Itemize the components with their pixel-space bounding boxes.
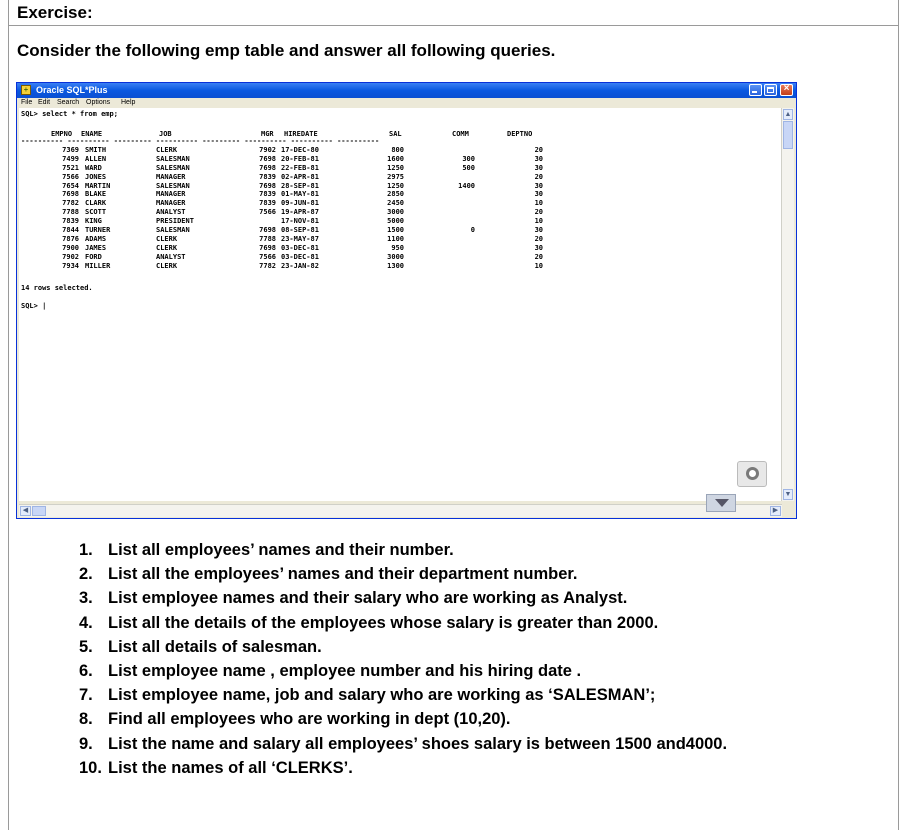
cell-job: SALESMAN [156, 154, 190, 163]
column-hiredate [281, 146, 319, 270]
question-number: 4. [79, 613, 93, 632]
header-job: JOB [159, 130, 172, 138]
question-list [79, 540, 727, 782]
cell-comm [444, 262, 475, 271]
cell-comm [444, 146, 475, 155]
cell-job: SALESMAN [156, 163, 190, 172]
next-page-button[interactable] [706, 494, 736, 512]
column-deptno [513, 146, 543, 270]
cell-ename: SMITH [85, 146, 107, 154]
menu-edit[interactable]: Edit [38, 99, 51, 106]
question-item [79, 564, 727, 588]
intro-text: Consider the following emp table and answer all following queries. [17, 41, 556, 60]
cell-ename: TURNER [85, 226, 111, 235]
question-item [79, 588, 727, 612]
scroll-down-icon[interactable]: ▼ [784, 491, 792, 498]
column-ename [85, 146, 110, 270]
oracle-app-icon: + [21, 85, 31, 95]
cell-sal: 3000 [387, 208, 404, 217]
question-text: List employee names and their salary who are working as Analyst. [108, 589, 628, 608]
cell-ename: JAMES [85, 243, 107, 252]
cell-comm [444, 235, 475, 244]
cell-mgr: 7698 [259, 154, 276, 163]
cell-sal: 800 [391, 146, 404, 154]
cell-comm [444, 244, 475, 253]
cell-empno: 7900 [62, 243, 79, 252]
question-number: 10. [79, 758, 102, 777]
menu-search[interactable]: Search [57, 99, 80, 106]
cell-comm [444, 208, 475, 217]
exercise-heading: Exercise: [17, 3, 93, 22]
cell-hiredate: 19-APR-87 [281, 208, 319, 217]
cell-sal: 2450 [387, 199, 404, 208]
cell-sal: 1250 [387, 163, 404, 172]
question-item [79, 661, 727, 685]
scroll-up-icon[interactable]: ▲ [784, 111, 792, 118]
cell-job: MANAGER [156, 172, 186, 181]
horizontal-scrollbar[interactable] [19, 504, 782, 517]
header-hiredate: HIREDATE [284, 130, 318, 138]
cell-deptno: 20 [534, 234, 543, 243]
question-number: 9. [79, 734, 93, 753]
circle-icon [746, 467, 759, 480]
cell-deptno: 30 [534, 243, 543, 252]
cell-ename: MILLER [85, 261, 111, 270]
cell-empno: 7788 [62, 208, 79, 217]
column-job [156, 146, 194, 270]
cell-comm [444, 173, 475, 182]
question-number: 6. [79, 661, 93, 680]
cell-ename: CLARK [85, 199, 107, 208]
cell-hiredate: 08-SEP-81 [281, 226, 319, 235]
cell-hiredate: 02-APR-81 [281, 172, 319, 181]
vertical-scroll-thumb[interactable] [783, 121, 793, 149]
cell-empno: 7782 [62, 199, 79, 208]
sql-console[interactable] [19, 108, 782, 501]
cell-sal: 1300 [387, 261, 404, 270]
menu-file[interactable]: File [21, 99, 33, 106]
cell-empno: 7934 [62, 261, 79, 270]
cell-comm: 500 [462, 163, 475, 172]
cell-hiredate: 17-NOV-81 [281, 217, 319, 226]
header-ename: ENAME [81, 130, 103, 138]
rows-selected-message: 14 rows selected. [21, 284, 93, 292]
header-deptno: DEPTNO [507, 130, 533, 138]
header-sal: SAL [389, 130, 402, 138]
cell-comm [444, 190, 475, 199]
cell-hiredate: 23-JAN-82 [281, 261, 319, 270]
cell-deptno: 10 [534, 261, 543, 270]
cell-comm [444, 217, 475, 226]
cell-empno: 7876 [62, 234, 79, 243]
cell-hiredate: 28-SEP-81 [281, 181, 319, 190]
question-item [79, 709, 727, 733]
vertical-scrollbar[interactable] [781, 108, 794, 501]
question-text: List all the employees’ names and their department number. [108, 565, 578, 584]
sql-prompt: SQL> | [21, 302, 47, 310]
cell-comm: 0 [470, 226, 475, 235]
sqlplus-window [16, 82, 797, 519]
header-empno: EMPNO [51, 130, 73, 138]
divider [8, 25, 898, 26]
cell-mgr: 7839 [259, 199, 276, 208]
arrow-down-icon [715, 499, 729, 507]
cell-job: MANAGER [156, 190, 186, 199]
cell-hiredate: 01-MAY-81 [281, 190, 319, 199]
cell-deptno: 30 [534, 190, 543, 199]
cell-deptno: 30 [534, 154, 543, 163]
question-number: 1. [79, 541, 93, 559]
sql-command: SQL> select * from emp; [21, 110, 118, 118]
cell-deptno: 20 [534, 208, 543, 217]
cell-mgr: 7839 [259, 190, 276, 199]
question-text: List all details of salesman. [108, 637, 322, 656]
cell-mgr: 7698 [259, 226, 276, 235]
question-number: 3. [79, 589, 93, 608]
cell-job: ANALYST [156, 208, 186, 217]
cell-sal: 1500 [387, 226, 404, 235]
cell-ename: ALLEN [85, 154, 107, 163]
cell-ename: JONES [85, 172, 107, 181]
menu-help[interactable]: Help [121, 99, 136, 106]
question-number: 7. [79, 686, 93, 705]
scroll-right-icon[interactable]: ▶ [770, 506, 781, 516]
cell-comm [444, 199, 475, 208]
cell-job: MANAGER [156, 199, 186, 208]
cell-deptno: 20 [534, 172, 543, 181]
cell-mgr: 7698 [259, 163, 276, 172]
header-mgr: MGR [261, 130, 274, 138]
cell-job: CLERK [156, 261, 178, 270]
cell-sal: 1100 [387, 234, 404, 243]
question-text: Find all employees who are working in dept (10,20). [108, 710, 511, 729]
cell-mgr: 7902 [259, 146, 276, 154]
cell-mgr: 7788 [259, 234, 276, 243]
cell-ename: MARTIN [85, 181, 111, 190]
cell-mgr: 7566 [259, 252, 276, 261]
menu-options[interactable]: Options [86, 99, 111, 106]
cell-job: CLERK [156, 146, 178, 154]
cell-job: CLERK [156, 234, 178, 243]
cell-deptno: 30 [534, 163, 543, 172]
cell-ename: ADAMS [85, 234, 107, 243]
horizontal-scroll-thumb[interactable] [32, 506, 46, 516]
minimize-icon [752, 91, 757, 93]
cell-hiredate: 09-JUN-81 [281, 199, 319, 208]
question-text: List the name and salary all employees’ shoes salary is between 1500 and4000. [108, 734, 728, 753]
cell-mgr: 7839 [259, 172, 276, 181]
column-comm [444, 146, 475, 270]
cell-job: SALESMAN [156, 226, 190, 235]
cell-deptno: 30 [534, 226, 543, 235]
column-empno [55, 146, 79, 270]
cell-mgr: 7698 [259, 181, 276, 190]
scroll-left-icon[interactable]: ◀ [20, 506, 31, 516]
cell-sal: 1250 [387, 181, 404, 190]
select-browse-object-button[interactable] [737, 461, 767, 487]
cell-empno: 7839 [62, 217, 79, 226]
cell-ename: KING [85, 217, 102, 226]
cell-mgr: 7698 [259, 243, 276, 252]
close-button[interactable] [780, 84, 793, 96]
cell-ename: WARD [85, 163, 102, 172]
cell-ename: BLAKE [85, 190, 107, 199]
cell-mgr [259, 217, 276, 226]
question-item [79, 540, 727, 564]
cell-deptno: 20 [534, 252, 543, 261]
cell-job: CLERK [156, 243, 178, 252]
maximize-icon [767, 87, 774, 93]
cell-empno: 7369 [62, 146, 79, 154]
cell-empno: 7521 [62, 163, 79, 172]
cell-hiredate: 03-DEC-81 [281, 243, 319, 252]
question-number: 5. [79, 637, 93, 656]
cell-hiredate: 03-DEC-81 [281, 252, 319, 261]
question-item [79, 758, 727, 782]
question-item [79, 734, 727, 758]
cell-hiredate: 20-FEB-81 [281, 154, 319, 163]
menu-bar [17, 98, 796, 108]
window-title: Oracle SQL*Plus [36, 85, 108, 95]
cell-sal: 5000 [387, 217, 404, 226]
cell-comm: 1400 [458, 181, 475, 190]
cell-sal: 2850 [387, 190, 404, 199]
cell-mgr: 7782 [259, 261, 276, 270]
cell-sal: 3000 [387, 252, 404, 261]
cell-hiredate: 22-FEB-81 [281, 163, 319, 172]
cell-job: ANALYST [156, 252, 186, 261]
cell-empno: 7844 [62, 226, 79, 235]
window-titlebar[interactable] [17, 83, 796, 98]
question-text: List the names of all ‘CLERKS’. [108, 758, 353, 777]
column-sal [379, 146, 404, 270]
question-text: List employee name, job and salary who are working as ‘SALESMAN’; [108, 686, 656, 705]
cell-job: SALESMAN [156, 181, 190, 190]
close-icon: × [783, 83, 790, 94]
cell-ename: FORD [85, 252, 102, 261]
cell-ename: SCOTT [85, 208, 107, 217]
question-number: 8. [79, 710, 93, 729]
cell-empno: 7566 [62, 172, 79, 181]
cell-mgr: 7566 [259, 208, 276, 217]
cell-comm: 300 [462, 154, 475, 163]
header-comm: COMM [452, 130, 469, 138]
question-item [79, 685, 727, 709]
cell-sal: 2975 [387, 172, 404, 181]
cell-deptno: 20 [534, 146, 543, 154]
cell-deptno: 10 [534, 217, 543, 226]
question-number: 2. [79, 565, 93, 584]
cell-hiredate: 17-DEC-80 [281, 146, 319, 154]
question-item [79, 637, 727, 661]
cell-empno: 7902 [62, 252, 79, 261]
header-separator: ---------- ---------- --------- ---------- --------- ---------- ---------- ---------- [21, 137, 380, 145]
cell-job: PRESIDENT [156, 217, 194, 226]
question-text: List all the details of the employees whose salary is greater than 2000. [108, 613, 659, 632]
maximize-button[interactable] [764, 84, 777, 96]
cell-empno: 7654 [62, 181, 79, 190]
cell-deptno: 10 [534, 199, 543, 208]
question-item [79, 613, 727, 637]
cell-sal: 1600 [387, 154, 404, 163]
cell-deptno: 30 [534, 181, 543, 190]
question-text: List employee name , employee number and his hiring date . [108, 661, 582, 680]
cell-empno: 7698 [62, 190, 79, 199]
column-mgr [259, 146, 276, 270]
cell-sal: 950 [391, 243, 404, 252]
cell-empno: 7499 [62, 154, 79, 163]
minimize-button[interactable] [749, 84, 762, 96]
question-text: List all employees’ names and their number. [108, 541, 454, 559]
cell-hiredate: 23-MAY-87 [281, 234, 319, 243]
cell-comm [444, 253, 475, 262]
